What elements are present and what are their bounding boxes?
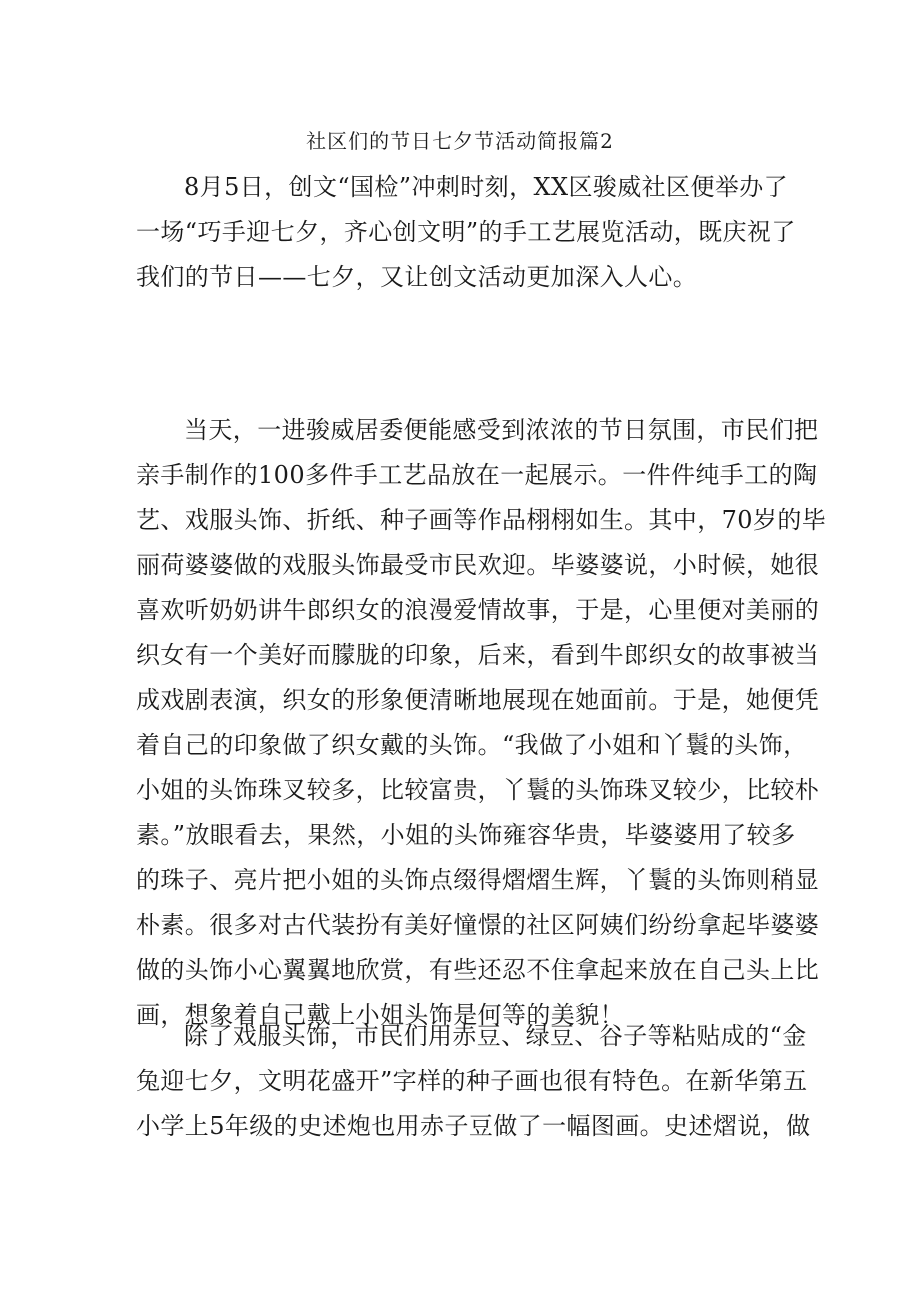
document-title: 社区们的节日七夕节活动简报篇2	[306, 129, 614, 153]
paragraph-line: 亲手制作的100多件手工艺品放在一起展示。一件件纯手工的陶	[136, 461, 818, 489]
paragraph-line: 成戏剧表演，织女的形象便清晰地展现在她面前。于是，她便凭	[136, 686, 820, 714]
paragraph-line: 素。”放眼看去，果然，小姐的头饰雍容华贵，毕婆婆用了较多	[136, 821, 796, 849]
paragraph-line: 朴素。很多对古代装扮有美好憧憬的社区阿姨们纷纷拿起毕婆婆	[136, 911, 820, 939]
paragraph-line: 画，想象着自己戴上小姐头饰是何等的美貌！	[136, 1001, 624, 1029]
paragraph-line: 丽荷婆婆做的戏服头饰最受市民欢迎。毕婆婆说，小时候，她很	[136, 551, 820, 579]
paragraph-line: 一场“巧手迎七夕，齐心创文明”的手工艺展览活动，既庆祝了	[136, 218, 796, 246]
paragraph-2	[136, 408, 827, 1038]
paragraph-line: 兔迎七夕，文明花盛开”字样的种子画也很有特色。在新华第五	[136, 1067, 808, 1095]
paragraph-line: 织女有一个美好而朦胧的印象，后来，看到牛郎织女的故事被当	[136, 641, 820, 669]
paragraph-3	[136, 1014, 811, 1149]
paragraph-1	[136, 165, 796, 300]
paragraph-line: 8月5日，创文“国检”冲刺时刻，XX区骏威社区便举办了	[184, 173, 789, 201]
paragraph-line: 着自己的印象做了织女戴的头饰。“我做了小姐和丫鬟的头饰，	[136, 731, 808, 759]
paragraph-line: 小姐的头饰珠叉较多，比较富贵，丫鬟的头饰珠叉较少，比较朴	[136, 776, 820, 804]
paragraph-line: 做的头饰小心翼翼地欣赏，有些还忍不住拿起来放在自己头上比	[136, 956, 820, 984]
paragraph-line: 我们的节日——七夕，又让创文活动更加深入人心。	[136, 263, 698, 291]
paragraph-line: 的珠子、亮片把小姐的头饰点缀得熠熠生辉，丫鬟的头饰则稍显	[136, 866, 820, 894]
paragraph-line: 艺、戏服头饰、折纸、种子画等作品栩栩如生。其中，70岁的毕	[136, 506, 827, 534]
paragraph-line: 喜欢听奶奶讲牛郎织女的浪漫爱情故事，于是，心里便对美丽的	[136, 596, 820, 624]
paragraph-line: 小学上5年级的史述炮也用赤子豆做了一幅图画。史述熠说，做	[136, 1112, 811, 1140]
paragraph-line: 当天，一进骏威居委便能感受到浓浓的节日氛围，市民们把	[184, 416, 819, 444]
paragraph-line: 除了戏服头饰，市民们用赤豆、绿豆、谷子等粘贴成的“金	[184, 1022, 807, 1050]
